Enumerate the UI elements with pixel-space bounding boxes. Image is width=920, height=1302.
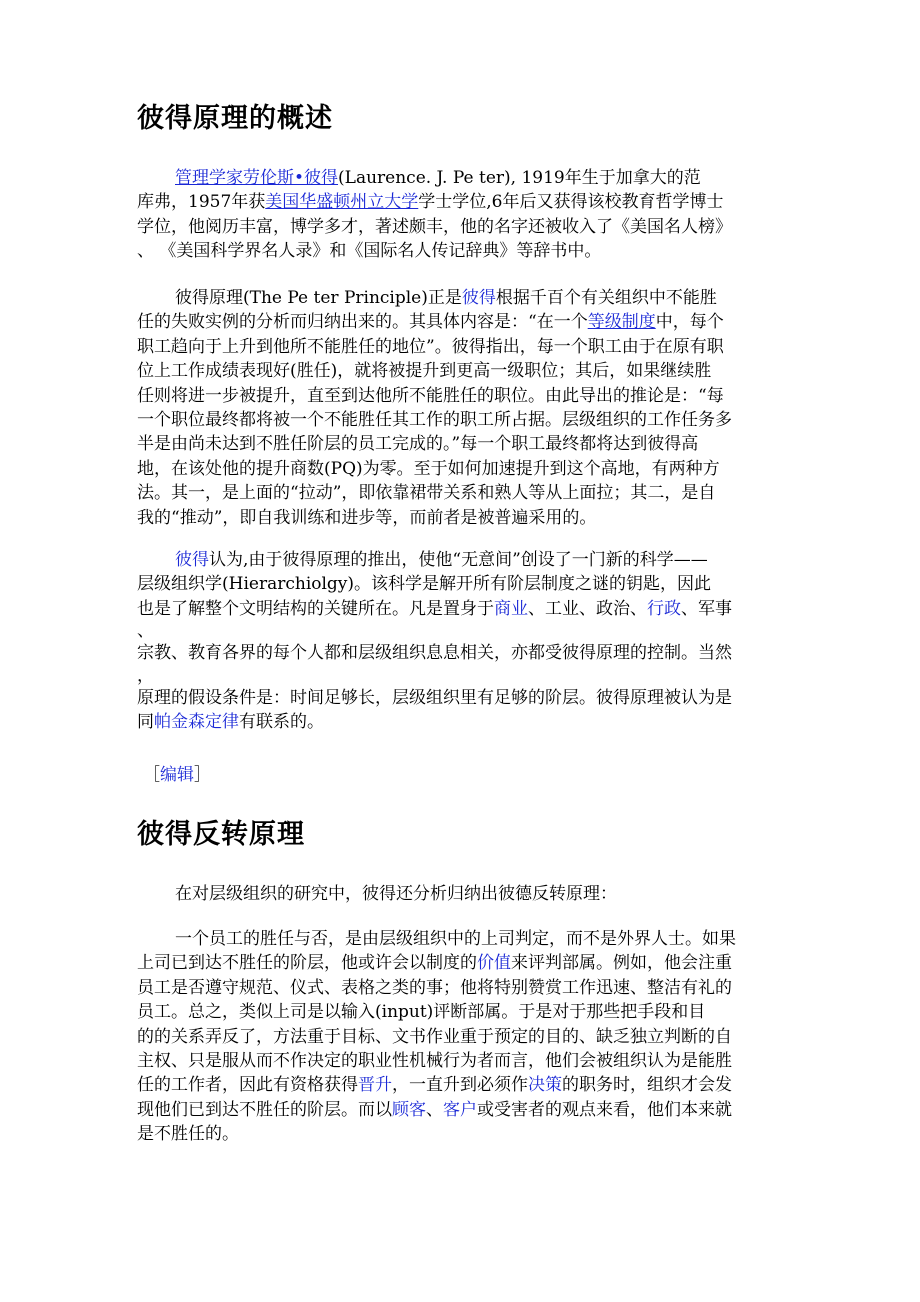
text-line: 层级组织学(Hierarchiolgy)。该科学是解开所有阶层制度之谜的钥匙，因此 — [137, 574, 712, 595]
text-line: 也是了解整个文明结构的关键所在。凡是置身于商业、工业、政治、行政、军事 — [137, 598, 732, 619]
text-line: 同帕金森定律有联系的。 — [137, 711, 324, 732]
text-line: 一个职位最终都将被一个不能胜任其工作的职工所占据。层级组织的工作任务多 — [137, 409, 732, 430]
edit-section: ［编辑］ — [143, 765, 211, 785]
link-client[interactable]: 客户 — [443, 1099, 477, 1120]
text-line: 员工是否遵守规范、仪式、表格之类的事；他将特别赞赏工作迅速、整洁有礼的 — [137, 977, 732, 998]
text-line: 任的工作者，因此有资格获得晋升，一直升到必须作决策的职务时，组织才会发 — [137, 1075, 732, 1096]
text-line: 现他们已到达不胜任的阶层。而以顾客、客户或受害者的观点来看，他们本来就 — [137, 1099, 732, 1120]
text-line: 原理的假设条件是：时间足够长，层级组织里有足够的阶层。彼得原理被认为是 — [137, 687, 732, 708]
text-line: 在对层级组织的研究中，彼得还分析归纳出彼德反转原理： — [175, 884, 617, 904]
text-line: 一个员工的胜任与否，是由层级组织中的上司判定，而不是外界人士。如果 — [175, 929, 736, 949]
text-line: 学位，他阅历丰富，博学多才，著述颇丰，他的名字还被收入了《美国名人榜》 — [137, 216, 732, 237]
link-university[interactable]: 美国华盛顿州立大学 — [265, 192, 419, 213]
edit-link[interactable]: 编辑 — [160, 765, 194, 785]
paragraph-intro — [137, 166, 797, 264]
text-line: 、 《美国科学界名人录》和《国际名人传记辞典》等辞书中。 — [137, 241, 602, 262]
link-customer[interactable]: 顾客 — [392, 1099, 426, 1120]
text-line: 半是由尚未达到不胜任阶层的员工完成的。”每一个职工最终都将达到彼得高 — [137, 434, 699, 455]
link-hierarchy[interactable]: 等级制度 — [587, 312, 656, 333]
text-line: 职工趋向于上升到他所不能胜任的地位”。彼得指出，每一个职工由于在原有职 — [137, 336, 724, 357]
text-line: 法。其一，是上面的“拉动”，即依靠裙带关系和熟人等从上面拉；其二，是自 — [137, 483, 716, 504]
text-line: 任的失败实例的分析而归纳出来的。其具体内容是：“在一个等级制度中，每个 — [137, 312, 724, 333]
link-author[interactable]: 管理学家劳伦斯•彼得 — [175, 168, 339, 188]
paragraph-reverse-detail — [137, 927, 797, 1147]
text-line: 、 — [137, 621, 154, 642]
section-title-overview: 彼得原理的概述 — [137, 103, 333, 134]
link-decision[interactable]: 决策 — [528, 1075, 562, 1096]
text-line: 主权、只是服从而不作决定的职业性机械行为者而言，他们会被组织认为是能胜 — [137, 1050, 732, 1071]
text-line: 位上工作成绩表现好(胜任)，就将被提升到更高一级职位；其后，如果继续胜 — [137, 361, 712, 382]
text-line: 宗教、教育各界的每个人都和层级组织息息相关，亦都受彼得原理的控制。当然 — [137, 643, 732, 664]
link-commerce[interactable]: 商业 — [494, 598, 528, 619]
text-line: 彼得原理(The Pe ter Principle)正是彼得根据千百个有关组织中不能胜 — [175, 288, 717, 308]
text-line: 员工。总之，类似上司是以输入(input)评断部属。于是对于那些把手段和目 — [137, 1002, 706, 1023]
link-administration[interactable]: 行政 — [647, 598, 681, 619]
text-line: 彼得认为,由于彼得原理的推出，使他“无意间”创设了一门新的科学—— — [175, 550, 708, 570]
text-line: 库弗，1957年获美国华盛顿州立大学学士学位,6年后又获得该校教育哲学博士 — [137, 192, 724, 213]
text-line: 的的关系弄反了，方法重于目标、文书作业重于预定的目的、缺乏独立判断的自 — [137, 1026, 732, 1047]
link-peter[interactable]: 彼得 — [175, 550, 209, 570]
text-line: 我的“推动”，即自我训练和进步等，而前者是被普遍采用的。 — [137, 507, 597, 528]
link-peter[interactable]: 彼得 — [461, 288, 496, 308]
paragraph-reverse-intro — [137, 882, 797, 906]
section-title-reverse: 彼得反转原理 — [137, 819, 305, 850]
text-line: 任则将进一步被提升，直至到达他所不能胜任的职位。由此导出的推论是：“每 — [137, 385, 724, 406]
paragraph-hierarchiology — [137, 548, 797, 734]
text-line: ， — [137, 665, 154, 686]
paragraph-definition — [137, 286, 797, 530]
link-value[interactable]: 价值 — [477, 953, 511, 974]
text-line: 管理学家劳伦斯•彼得(Laurence. J. Pe ter), 1919年生于加拿大的范 — [175, 168, 701, 188]
text-line: 地，在该处他的提升商数(PQ)为零。至于如何加速提升到这个高地，有两种方 — [137, 458, 720, 479]
text-line: 上司已到达不胜任的阶层，他或许会以制度的价值来评判部属。例如，他会注重 — [137, 953, 732, 974]
link-promotion[interactable]: 晋升 — [358, 1075, 392, 1096]
text-line: 是不胜任的。 — [137, 1124, 239, 1145]
link-parkinson[interactable]: 帕金森定律 — [154, 711, 239, 732]
